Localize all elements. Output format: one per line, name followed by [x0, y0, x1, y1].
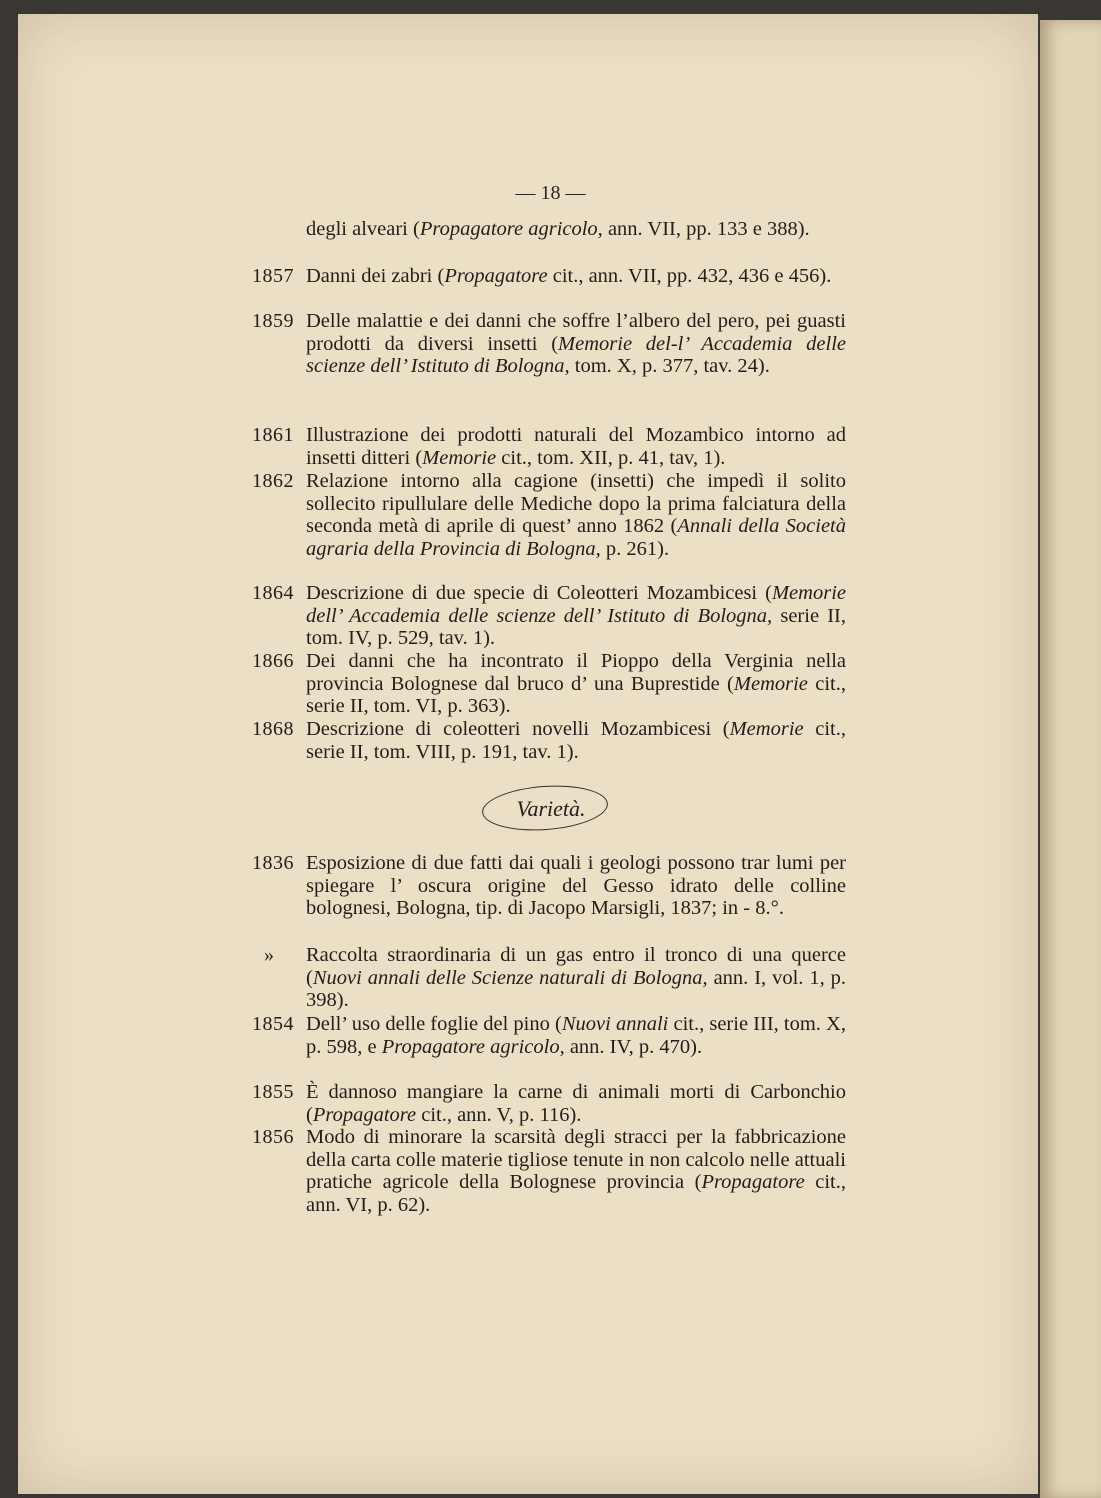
- entry-text-segment: ann. VII, pp. 133 e 388).: [602, 218, 810, 240]
- entry-text-segment: ann. IV, p. 470).: [564, 1035, 703, 1058]
- entry-text-segment: tom. X, p. 377, tav. 24).: [569, 355, 770, 378]
- entry-text: [306, 470, 846, 561]
- entry-text-segment: cit., ann. V, p. 116).: [416, 1103, 582, 1126]
- entry-text-segment: cit., serie II, tom. VI, p. 363).: [306, 672, 846, 718]
- entry-text-segment: Relazione intorno alla cagione (insetti) che impedì il solito sollecito ripullulare delle Mediche dopo la prima falciatura della seconda metà di aprile di quest’ anno 1862 (: [306, 470, 846, 538]
- entry-citation-title: Memorie del-l’ Accademia delle scienze dell’ Istituto di Bologna,: [306, 332, 846, 378]
- entry-citation-title: Propagatore agricolo,: [419, 218, 603, 240]
- page-number: — 18 —: [515, 182, 586, 204]
- entry-text-segment: Illustrazione dei prodotti naturali del Mozambico intorno ad insetti ditteri (: [306, 424, 846, 469]
- entry-text: [306, 424, 846, 469]
- entry-text: [306, 718, 846, 763]
- entry-text-segment: p. 261).: [600, 538, 670, 561]
- next-page-edge: [1040, 20, 1101, 1498]
- entry-text-segment: cit., ann. VI, p. 62).: [306, 1171, 846, 1217]
- entry-year: 1854: [252, 1013, 294, 1035]
- entry-citation-title: Propagatore: [444, 265, 548, 287]
- entry-text-segment: degli alveari (: [306, 218, 420, 240]
- entry-text: [306, 218, 846, 241]
- entry-text-segment: cit., serie III, tom. X, p. 598, e: [306, 1013, 846, 1058]
- entry-year: 1857: [252, 265, 294, 287]
- section-title: Varietà.: [516, 796, 586, 821]
- entry-text: [306, 1081, 846, 1126]
- entry-text-segment: Descrizione di due specie di Coleotteri Mozambicesi (: [306, 582, 772, 604]
- entry-text: [306, 852, 846, 920]
- entry-year: 1862: [252, 470, 294, 492]
- entry-citation-title: Memorie: [729, 718, 804, 740]
- entry-text-segment: Modo di minorare la scarsità degli stracci per la fabbricazione della carta colle materie tigliose tenute in non calcolo nelle attuali pratiche agricole della Bolognese provincia (: [306, 1126, 846, 1194]
- entry-text: [306, 582, 846, 650]
- entry-year: 1856: [252, 1126, 294, 1148]
- entry-text-segment: serie II, tom. IV, p. 529, tav. 1).: [306, 604, 846, 650]
- entry-citation-title: Annali della Società agraria della Provincia di Bologna,: [306, 515, 846, 561]
- entry-text-segment: Danni dei zabri (: [306, 265, 445, 287]
- entry-year: 1864: [252, 582, 294, 604]
- entry-text-segment: Descrizione di coleotteri novelli Mozambicesi (: [306, 718, 730, 740]
- entry-text-segment: Delle malattie e dei danni che soffre l’albero del pero, pei guasti prodotti da diversi insetti (: [306, 310, 846, 355]
- entry-text-segment: Esposizione di due fatti dai quali i geologi possono trar lumi per spiegare l’ oscura origine del Gesso idrato delle colline bolognesi, Bologna, tip. di Jacopo Marsigli, 1837; in - 8.°.: [306, 852, 846, 920]
- entry-text: [306, 265, 846, 288]
- entry-year: 1866: [252, 650, 294, 672]
- entry-year: 1855: [252, 1081, 294, 1103]
- entry-text: [306, 944, 846, 1012]
- entry-citation-title: Nuovi annali: [561, 1013, 669, 1035]
- entry-year: 1861: [252, 424, 294, 446]
- entry-citation-title: Propagatore agricolo,: [381, 1035, 565, 1058]
- entry-text: [306, 650, 846, 718]
- entry-text-segment: È dannoso mangiare la carne di animali morti di Carbonchio (: [306, 1081, 846, 1126]
- entry-text-segment: cit., ann. VII, pp. 432, 436 e 456).: [547, 265, 832, 287]
- entry-citation-title: Memorie: [733, 672, 808, 695]
- entry-citation-title: Memorie dell’ Accademia delle scienze dell’ Istituto di Bologna,: [306, 582, 846, 627]
- entry-year: 1868: [252, 718, 294, 740]
- entry-text: [306, 1013, 846, 1058]
- entry-text-segment: cit., tom. XII, p. 41, tav, 1).: [496, 446, 726, 469]
- entry-year: 1859: [252, 310, 294, 332]
- entry-citation-title: Nuovi annali delle Scienze naturali di Bologna,: [312, 966, 708, 989]
- entry-year: 1836: [252, 852, 294, 874]
- entry-text-segment: cit., serie II, tom. VIII, p. 191, tav. 1).: [306, 718, 846, 763]
- entry-text-segment: ann. I, vol. 1, p. 398).: [306, 966, 846, 1012]
- entry-text-segment: Dell’ uso delle foglie del pino (: [306, 1013, 562, 1035]
- entry-citation-title: Propagatore: [701, 1171, 805, 1194]
- entry-citation-title: Memorie: [422, 446, 497, 469]
- entry-text-segment: Raccolta straordinaria di un gas entro il tronco di una querce (: [306, 944, 846, 989]
- entry-text: [306, 1126, 846, 1217]
- entry-text-segment: Dei danni che ha incontrato il Pioppo della Verginia nella provincia Bolognese dal bruco d’ una Buprestide (: [306, 650, 846, 695]
- entry-citation-title: Propagatore: [312, 1103, 417, 1126]
- entry-year: »: [264, 944, 275, 966]
- entry-text: [306, 310, 846, 378]
